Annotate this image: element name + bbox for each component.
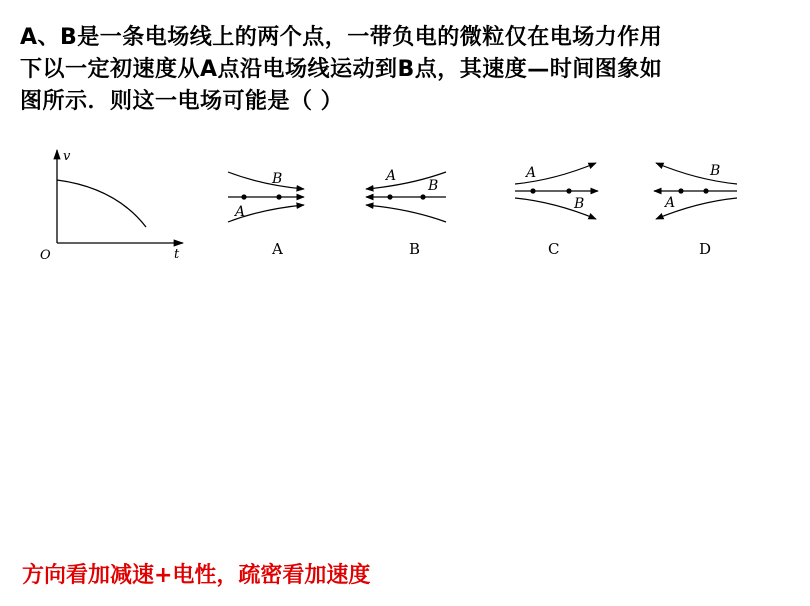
point-a-label: A: [235, 204, 246, 220]
question-text: [20, 22, 800, 118]
point-b-label: B: [272, 171, 283, 187]
point-a-label: A: [665, 195, 676, 211]
option-d-diagram: [654, 163, 737, 258]
point-a-dot: [678, 188, 683, 193]
point-b-dot: [566, 188, 571, 193]
point-b-dot: [703, 188, 708, 193]
option-b-diagram: [366, 168, 446, 258]
t-axis-label: t: [174, 247, 180, 262]
point-b-dot: [420, 194, 425, 199]
hint-text: 方向看加减速+电性，疏密看加速度: [22, 563, 371, 588]
field-line-upper: [656, 163, 737, 184]
v-axis-label: v: [63, 149, 71, 164]
point-b-label: B: [574, 196, 585, 212]
option-c-diagram: [515, 163, 598, 258]
option-b-label: B: [409, 240, 421, 258]
velocity-curve: [57, 180, 146, 227]
point-b-label: B: [710, 163, 721, 179]
point-a-label: A: [526, 165, 537, 181]
option-d-label: D: [699, 240, 712, 258]
field-line-upper: [228, 172, 304, 189]
point-b-dot: [276, 194, 281, 199]
velocity-time-graph: [40, 149, 183, 263]
question-line-3: 图所示．则这一电场可能是（ ）: [20, 89, 344, 114]
question-line-2: 下以一定初速度从A点沿电场线运动到B点，其速度—时间图象如: [20, 57, 663, 82]
field-line-lower: [366, 205, 446, 222]
point-a-dot: [530, 188, 535, 193]
point-a-dot: [241, 194, 246, 199]
option-c-label: C: [548, 240, 560, 258]
origin-label: O: [40, 248, 51, 263]
figures: [0, 140, 810, 270]
option-a-label: A: [272, 240, 283, 258]
question-line-1: A、B是一条电场线上的两个点，一带负电的微粒仅在电场力作用: [20, 25, 663, 50]
point-a-label: A: [386, 168, 397, 184]
point-b-label: B: [428, 178, 439, 194]
option-a-diagram: [228, 171, 304, 258]
point-a-dot: [387, 194, 392, 199]
